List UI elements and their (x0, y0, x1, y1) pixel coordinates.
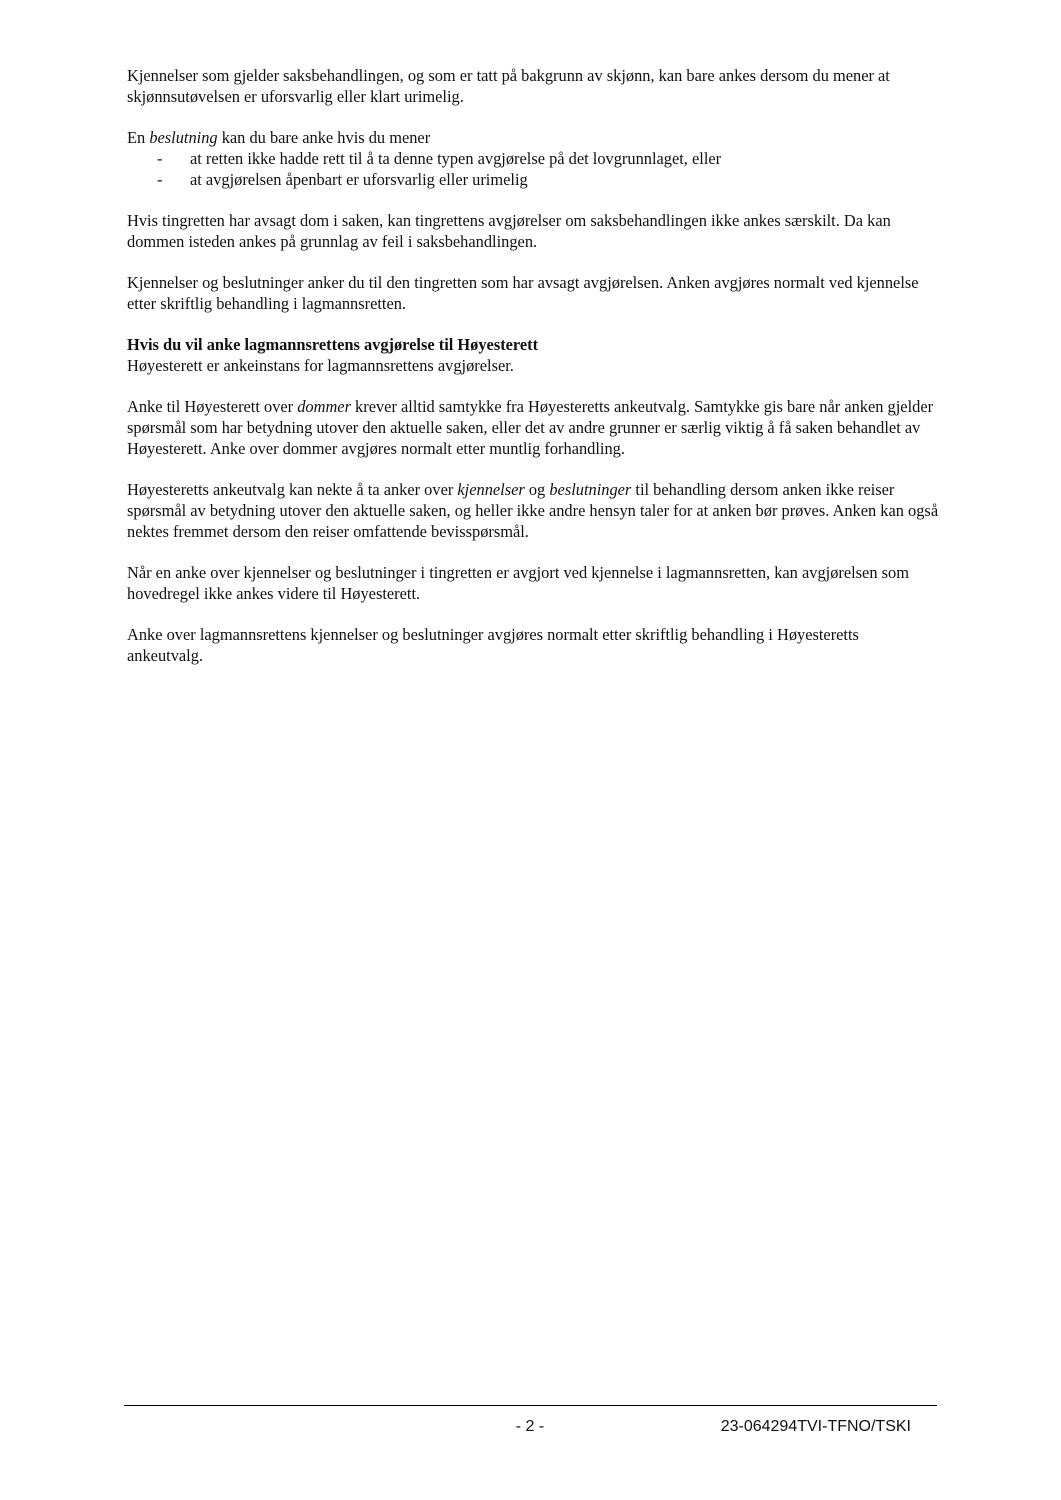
paragraph-ankeinstans: Høyesterett er ankeinstans for lagmannsrettens avgjørelser. (127, 356, 514, 375)
paragraph-kjennelser-anke: Kjennelser og beslutninger anker du til den tingretten som har avsagt avgjørelsen. Anken avgjøres normalt ved kjennelse etter skriftlig behandling i lagmannsretten. (127, 273, 919, 313)
kjennelser-emphasis: kjennelser (457, 480, 525, 499)
paragraph-ankeutvalg: Høyesteretts ankeutvalg kan nekte å ta anker over kjennelser og beslutninger til behandling dersom anken ikke reiser spørsmål av betydning utover den aktuelle saken, og heller ikke andre hensyn taler for at anken bør prøves. Anken kan også nektes fremmet dersom den reiser omfattende bevisspørsmål. (127, 480, 939, 541)
section-hoyesterett (127, 334, 939, 376)
paragraph-videre-anke: Når en anke over kjennelser og beslutninger i tingretten er avgjort ved kjennelse i lagmannsretten, kan avgjørelsen som hovedregel ikke ankes videre til Høyesterett. (127, 563, 909, 603)
section-heading: Hvis du vil anke lagmannsrettens avgjørelse til Høyesterett (127, 335, 539, 354)
case-reference: 23-064294TVI-TFNO/TSKI (720, 1418, 911, 1435)
beslutninger-emphasis: beslutninger (549, 480, 632, 499)
beslutning-intro: En beslutning kan du bare anke hvis du mener (127, 128, 431, 147)
document-body (127, 65, 939, 686)
paragraph-beslutning (127, 127, 939, 190)
paragraph-skriftlig-behandling: Anke over lagmannsrettens kjennelser og beslutninger avgjøres normalt etter skriftlig behandling i Høyesteretts ankeutvalg. (127, 625, 859, 665)
dommer-emphasis: dommer (297, 397, 351, 416)
beslutning-emphasis: beslutning (149, 128, 218, 147)
footer-divider (124, 1405, 937, 1406)
dash-bullet: - (157, 170, 163, 189)
page-number: - 2 - (515, 1418, 545, 1435)
paragraph-tingrett-dom: Hvis tingretten har avsagt dom i saken, kan tingrettens avgjørelser om saksbehandlingen ikke ankes særskilt. Da kan dommen isteden ankes på grunnlag av feil i saksbehandlingen. (127, 211, 891, 251)
paragraph-kjennelser-skjonn: Kjennelser som gjelder saksbehandlingen, og som er tatt på bakgrunn av skjønn, kan bare ankes dersom du mener at skjønnsutøvelsen er uforsvarlig eller klart urimelig. (127, 66, 890, 106)
list-item: - at retten ikke hadde rett til å ta denne typen avgjørelse på det lovgrunnlaget, eller (157, 149, 722, 168)
dash-bullet: - (157, 149, 163, 168)
paragraph-anke-dommer: Anke til Høyesterett over dommer krever alltid samtykke fra Høyesteretts ankeutvalg. Samtykke gis bare når anken gjelder spørsmål som har betydning utover den aktuelle saken, eller det av andre grunner er særlig viktig å få saken behandlet av Høyesterett. Anke over dommer avgjøres normalt etter muntlig forhandling. (127, 397, 934, 458)
list-item: - at avgjørelsen åpenbart er uforsvarlig eller urimelig (157, 170, 528, 189)
beslutning-list (127, 148, 939, 190)
